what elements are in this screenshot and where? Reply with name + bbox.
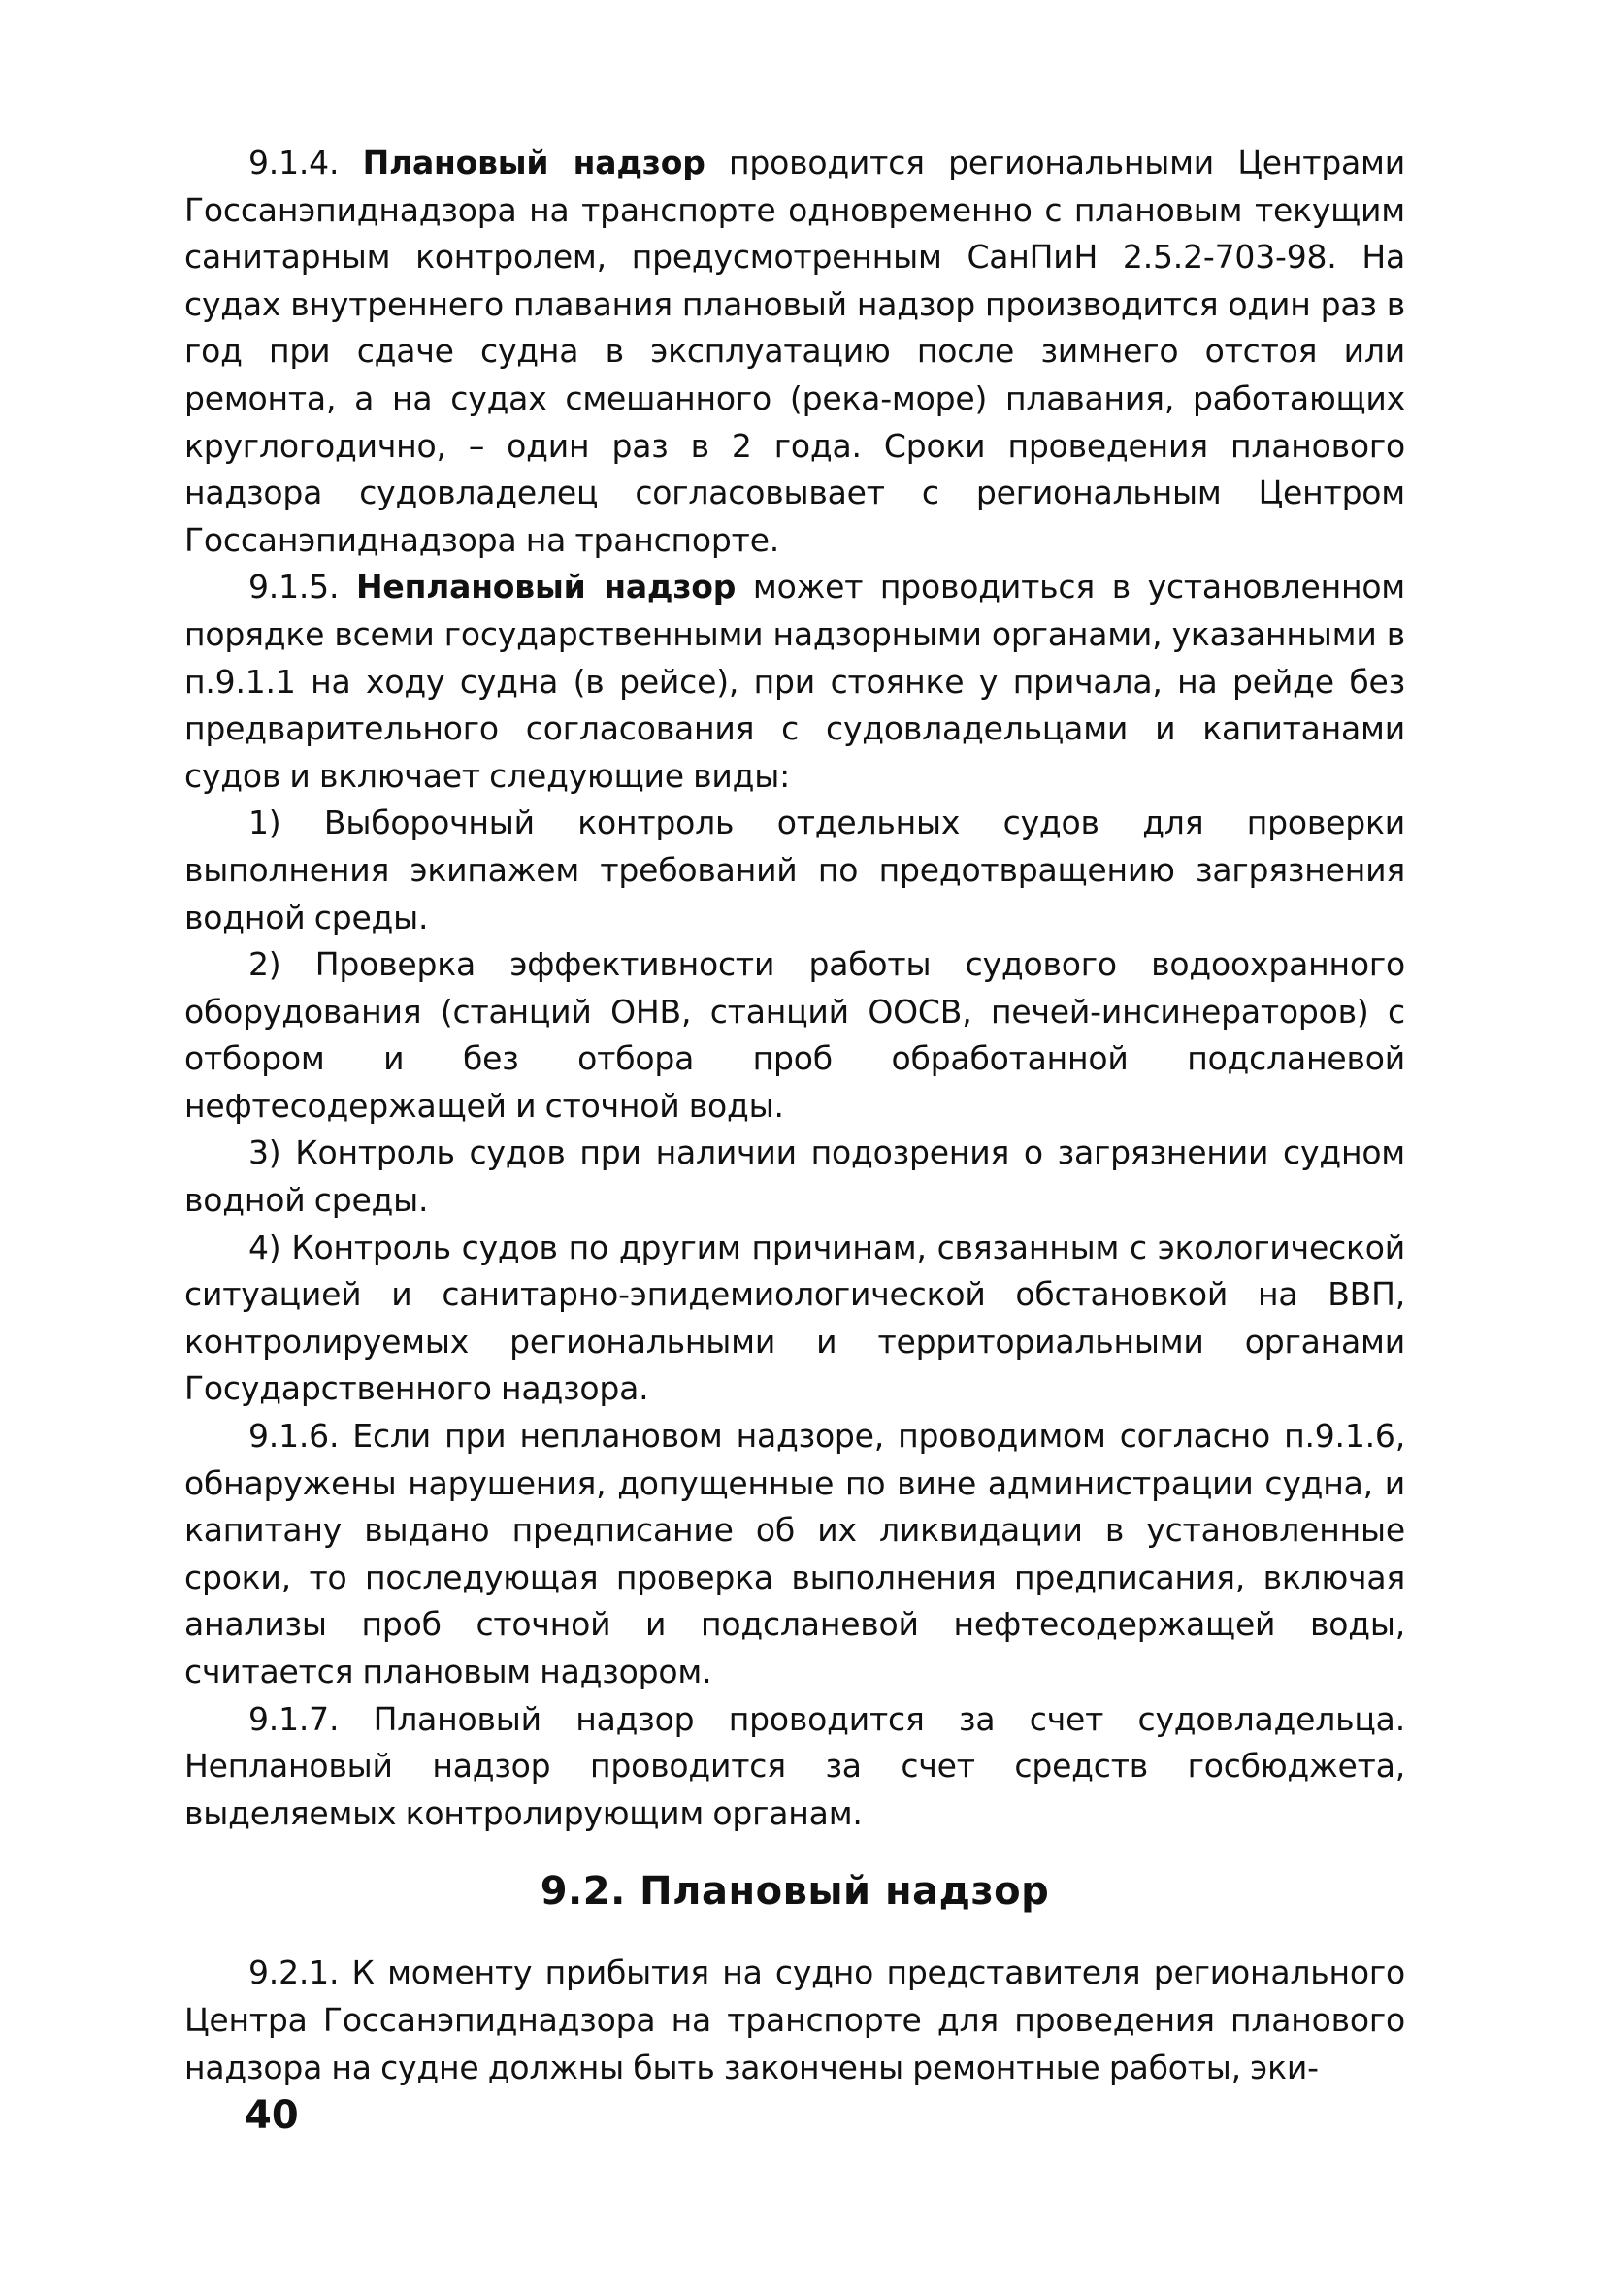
bold-term: Плановый надзор [362,144,705,181]
paragraph-text: проводится региональными Центрами Госсанэпиднадзора на транспорте одновременно с плановым текущим санитарным контролем, предусмотренным СанПиН 2.5.2-703-98. На судах внутреннего плавания плановый надзор производится один раз в год при сдаче судна в эксплуатацию после зимнего отстоя или ремонта, а на судах смешанного (река-море) плавания, работающих круглогодично, – один раз в 2 года. Сроки проведения планового надзора судовладелец согласовывает с региональным Центром Госсанэпиднадзора на транспорте. [184,144,1405,559]
paragraph-9-1-5 [184,564,1405,800]
list-item-2: 2) Проверка эффективности работы судового водоохранного оборудования (станций ОНВ, станций ООСВ, печей-инсинераторов) с отбором и без отбора проб обработанной подсланевой нефтесодержащей и сточной воды. [184,945,1405,1125]
paragraph-text: может проводиться в установленном порядке всеми государственными надзорными органами, указанными в п.9.1.1 на ходу судна (в рейсе), при стоянке у причала, на рейде без предварительного согласования с судовладельцами и капитанами судов и включает следующие виды: [184,568,1406,795]
page-number: 40 [245,2093,299,2138]
paragraph-9-2-1: 9.2.1. К моменту прибытия на судно представителя регионального Центра Госсанэпиднадзора на транспорте для проведения планового надзора на судне должны быть закончены ремонтные работы, эки- [184,1953,1405,2086]
body-text [184,140,1405,2091]
list-item-4: 4) Контроль судов по другим причинам, связанным с экологической ситуацией и санитарно-эпидемиологической обстановкой на ВВП, контролируемых региональными и территориальными органами Государственного надзора. [184,1228,1405,1408]
paragraph-9-1-4 [184,140,1405,564]
list-item-1: 1) Выборочный контроль отдельных судов для проверки выполнения экипажем требований по предотвращению загрязнения водной среды. [184,804,1405,936]
list-item-3: 3) Контроль судов при наличии подозрения о загрязнении судном водной среды. [184,1133,1405,1220]
section-heading: 9.2. Плановый надзор [540,1869,1050,1915]
paragraph-number: 9.1.4. [248,144,340,181]
paragraph-number: 9.1.5. [248,568,340,607]
paragraph-9-1-7: 9.1.7. Плановый надзор проводится за счет судовладельца. Неплановый надзор проводится за счет средств госбюджета, выделяемых контролирующим органам. [184,1699,1405,1832]
paragraph-9-1-6: 9.1.6. Если при неплановом надзоре, проводимом согласно п.9.1.6, обнаружены нарушения, допущенные по вине администрации судна, и капитану выдано предписание об их ликвидации в установленные сроки, то последующая проверка выполнения предписания, включая анализы проб сточной и подсланевой нефтесодержащей воды, считается плановым надзором. [184,1417,1405,1690]
bold-term: Неплановый надзор [355,568,737,607]
